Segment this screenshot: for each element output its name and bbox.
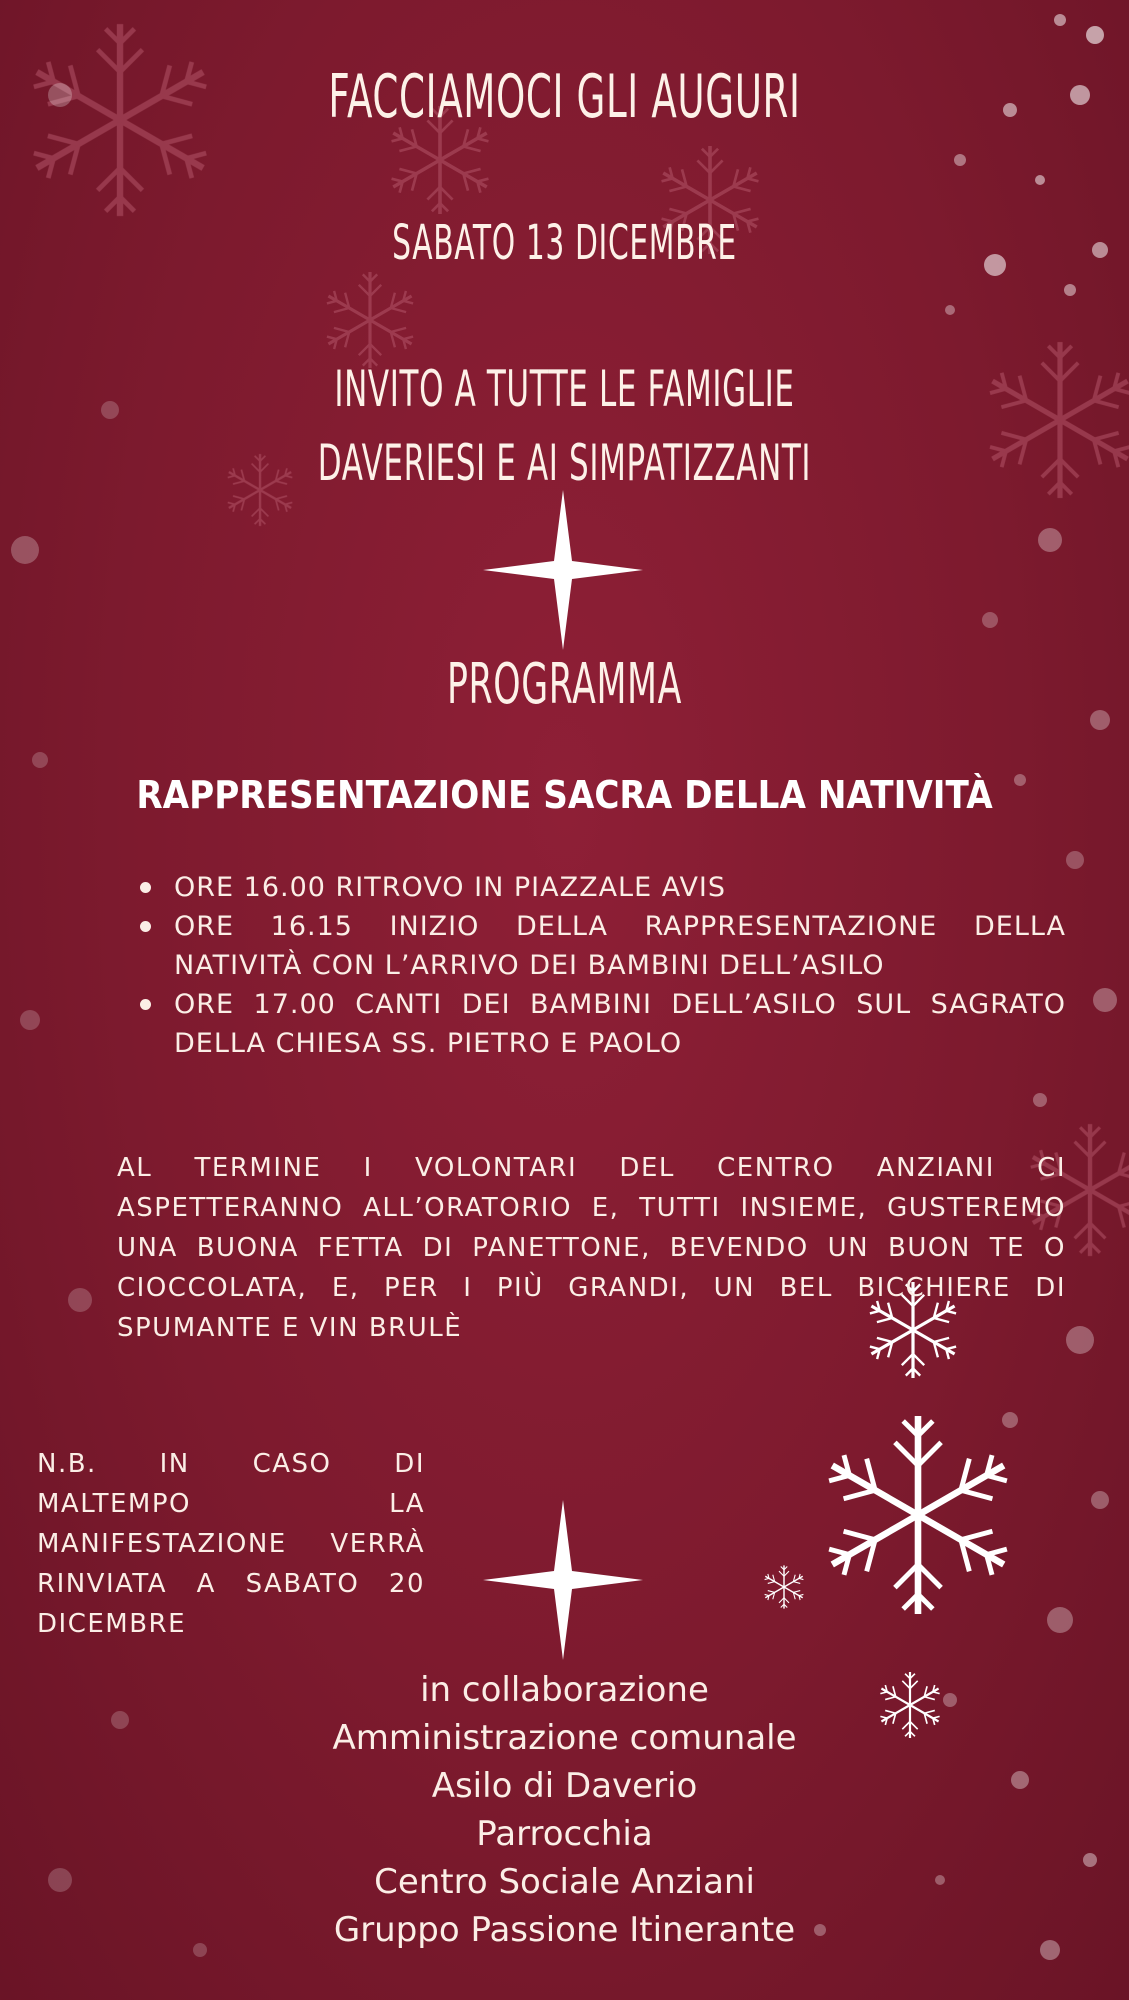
schedule-item: ORE 17.00 CANTI DEI BAMBINI DELL’ASILO SUL SAGRATO DELLA CHIESA SS. PIETRO E PAOLO — [138, 985, 1066, 1063]
invitation-line-2: DAVERIESI E AI SIMPATIZZANTI — [317, 434, 812, 492]
page-title: FACCIAMOCI GLI AUGURI — [328, 62, 801, 132]
event-title: RAPPRESENTAZIONE SACRA DELLA NATIVITÀ — [136, 773, 993, 817]
partner-item: Centro Sociale Anziani — [374, 1862, 755, 1902]
program-heading: PROGRAMMA — [446, 652, 682, 717]
schedule-list — [138, 868, 1066, 1063]
event-date: SABATO 13 DICEMBRE — [392, 215, 737, 271]
schedule-item: ORE 16.15 INIZIO DELLA RAPPRESENTAZIONE DELLA NATIVITÀ CON L’ARRIVO DEI BAMBINI DELL’ASILO — [138, 907, 1066, 985]
partner-item: Amministrazione comunale — [332, 1718, 797, 1758]
collaboration-block — [0, 1666, 1129, 1954]
invitation-text — [215, 352, 915, 500]
closing-paragraph: AL TERMINE I VOLONTARI DEL CENTRO ANZIANI CI ASPETTERANNO ALL’ORATORIO E, TUTTI INSIEME, GUSTEREMO UNA BUONA FETTA DI PANETTONE, BEVENDO UN BUON TE O CIOCCOLATA, E, PER I PIÙ GRANDI, UN BEL BICCHIERE DI SPUMANTE E VIN BRULÈ — [117, 1153, 1066, 1343]
collaboration-heading: in collaborazione — [420, 1670, 709, 1710]
weather-note: N.B. IN CASO DI MALTEMPO LA MANIFESTAZIONE VERRÀ RINVIATA A SABATO 20 DICEMBRE — [37, 1449, 425, 1639]
invitation-line-1: INVITO A TUTTE LE FAMIGLIE — [334, 360, 795, 418]
partner-item: Parrocchia — [476, 1814, 653, 1854]
partner-item: Asilo di Daverio — [431, 1766, 698, 1806]
faint-snowflake-icon — [26, 24, 1129, 1256]
schedule-item: ORE 16.00 RITROVO IN PIAZZALE AVIS — [138, 868, 1066, 907]
partner-item: Gruppo Passione Itinerante — [333, 1910, 796, 1950]
